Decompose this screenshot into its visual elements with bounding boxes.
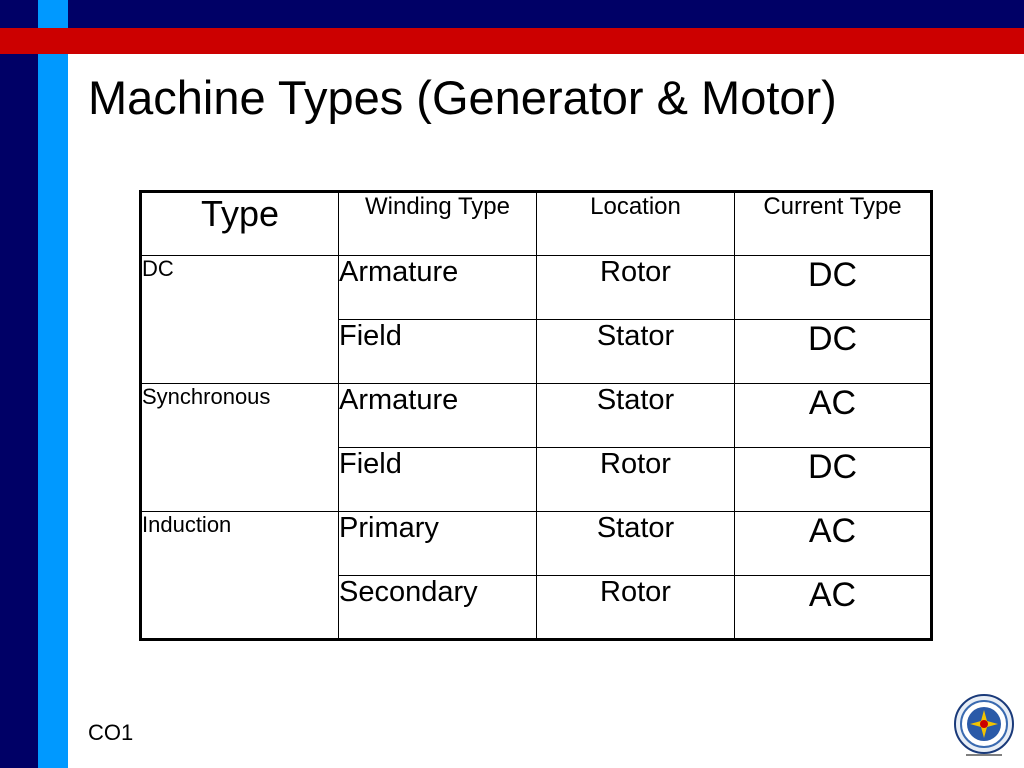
type-cell-synchronous: Synchronous bbox=[141, 384, 339, 512]
table-row bbox=[141, 256, 932, 320]
header-type: Type bbox=[141, 192, 339, 256]
winding-cell: Field bbox=[339, 320, 537, 384]
location-cell: Rotor bbox=[537, 448, 735, 512]
winding-cell: Armature bbox=[339, 256, 537, 320]
header-winding-type: Winding Type bbox=[339, 192, 537, 256]
current-cell: DC bbox=[735, 256, 932, 320]
footer-label: CO1 bbox=[88, 720, 134, 745]
table-row bbox=[141, 384, 932, 448]
machine-types-table bbox=[139, 190, 933, 641]
left-navy-band bbox=[0, 0, 38, 768]
current-cell: DC bbox=[735, 448, 932, 512]
type-cell-induction: Induction bbox=[141, 512, 339, 640]
current-cell: AC bbox=[735, 576, 932, 640]
current-cell: AC bbox=[735, 384, 932, 448]
top-navy-band bbox=[68, 0, 1024, 28]
winding-cell: Field bbox=[339, 448, 537, 512]
type-cell-dc: DC bbox=[141, 256, 339, 384]
location-cell: Stator bbox=[537, 512, 735, 576]
location-cell: Rotor bbox=[537, 256, 735, 320]
location-cell: Stator bbox=[537, 320, 735, 384]
location-cell: Rotor bbox=[537, 576, 735, 640]
winding-cell: Secondary bbox=[339, 576, 537, 640]
header-location: Location bbox=[537, 192, 735, 256]
top-blue-band-corner bbox=[38, 0, 68, 28]
top-red-band bbox=[0, 28, 1024, 54]
winding-cell: Armature bbox=[339, 384, 537, 448]
location-cell: Stator bbox=[537, 384, 735, 448]
current-cell: AC bbox=[735, 512, 932, 576]
table-row bbox=[141, 512, 932, 576]
left-blue-band bbox=[38, 0, 68, 768]
table-header-row bbox=[141, 192, 932, 256]
current-cell: DC bbox=[735, 320, 932, 384]
slide-title: Machine Types (Generator & Motor) bbox=[88, 71, 837, 124]
header-current-type: Current Type bbox=[735, 192, 932, 256]
academy-seal-icon bbox=[952, 694, 1016, 758]
winding-cell: Primary bbox=[339, 512, 537, 576]
